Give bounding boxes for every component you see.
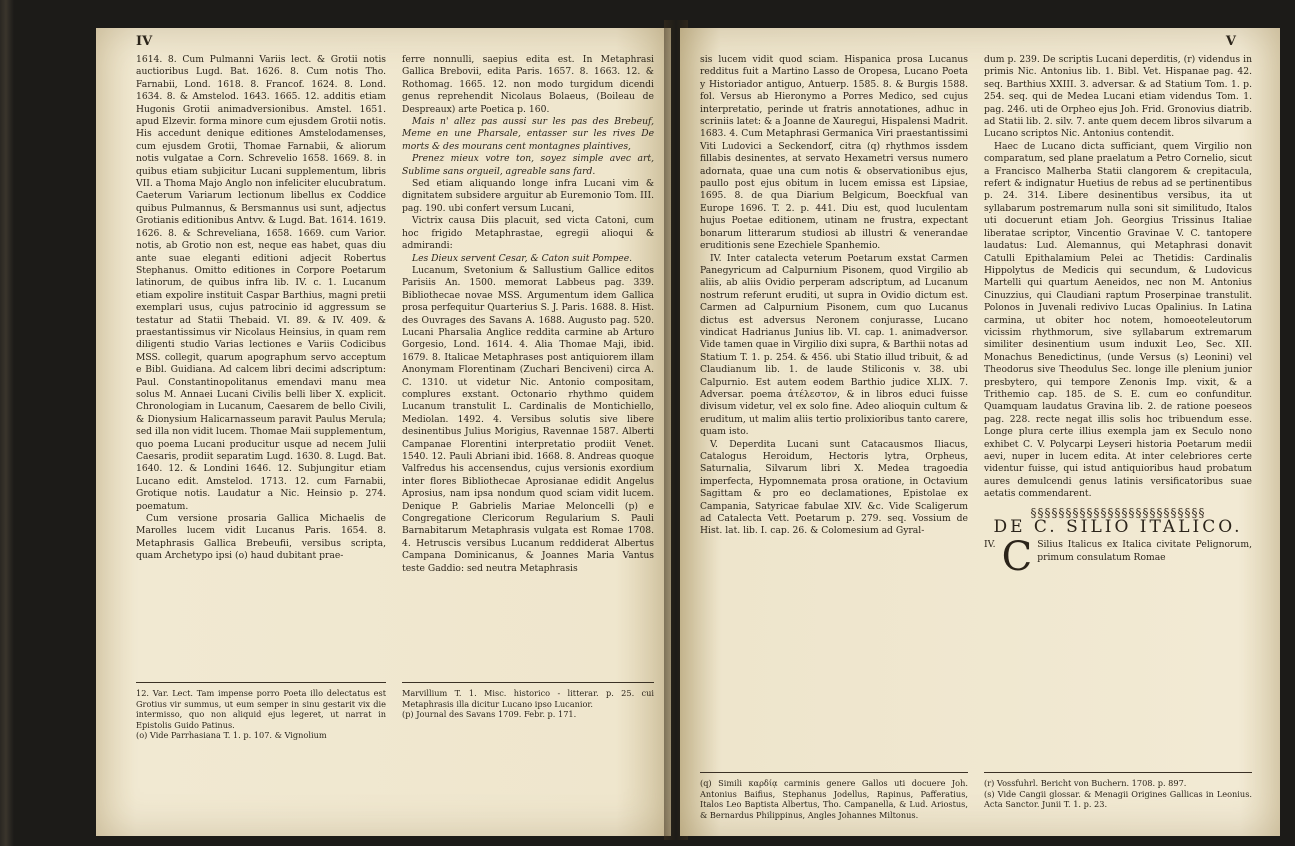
footnotes-right-1 — [700, 778, 968, 820]
footnote-rule — [402, 682, 654, 683]
paragraph: Sed etiam aliquando longe infra Lucani vim & dignitatem subsidere arguitur ab Euremonio Tom. III. pag. 190. ubi confert versum Lucani, — [402, 178, 654, 214]
footnote: 12. Var. Lect. Tam impense porro Poeta illo delectatus est Grotius vir summus, ut eum semper in sinu gestarit vix die intermisso, quo non aliquid ejus legeret, ut narrat in Epistolis Guido Patinus. — [136, 688, 386, 730]
drop-cap: C — [1001, 534, 1033, 581]
footnote: (o) Vide Parrhasiana T. 1. p. 107. & Vignolium — [136, 730, 327, 741]
footnote: Marvillium T. 1. Misc. historico - litterar. p. 25. cui Metaphrasis illa dicitur Lucano ipso Lucanior. — [402, 688, 654, 709]
paragraph: dum p. 239. De scriptis Lucani deperditis, (r) videndus in primis Nic. Antonius lib. 1. Bibl. Vet. Hispanae pag. 42. seq. Barthius XXIII. 3. adversar. & ad Statium Tom. 1. p. 254. seq. qui de Medea Lucani etiam videndus Tom. 1. pag. 246. uti de Orpheo ejus Joh. Frid. Gronovius diatrib. ad Statii lib. 2. silv. 7. ante quem decem libros silvarum a Lucano scriptos Nic. Antonius contendit. — [984, 54, 1252, 140]
footnote: (q) Simili καρδίᾳ carminis genere Gallos uti docuere Joh. Antonius Baifius, Stephanus Jodellus, Rapinus, Pafferatius, Italos Leo Baptista Albertus, Tho. Campanella, & Lud. Ariostus, & Bernardus Philippinus, Angles Johannes Miltonus. — [700, 778, 968, 820]
left-column-1 — [136, 54, 386, 563]
paragraph: IV. Inter catalecta veterum Poetarum exstat Carmen Panegyricum ad Calpurnium Pisonem, quod Virgilio ab aliis, ab aliis Ovidio perperam adscriptum, ad Lucanum nostrum referunt eruditi, ut supra in Ovidio dictum est. Carmen ad Calpurnium Pisonem, cum quo Lucanus dictus est adversus Neronem conjurasse, Lucano vindicat Hadrianus Junius lib. VI. cap. 1. animadversor. Vide tamen quae in Virgilio dixi supra, & Barthii notas ad Statium T. 1. p. 254. & 456. ubi Statio illud tribuit, & ad Claudianum lib. 1. de laude Stiliconis v. 38. ubi Calpurnio. Est autem eodem Barthio judice XLIX. 7. Adversar. poema ἀτέλεστον, & in libros educi fuisse divisum videtur, vel ex solo fine. Adeo alioquin cultum & eruditum, ut malim aliis tertio prolixioribus tanto carere, quam isto. — [700, 252, 968, 438]
footnote-rule — [136, 682, 386, 683]
section-opening — [984, 534, 1252, 581]
footnotes-right-2 — [984, 778, 1252, 810]
section-heading: DE C. SILIO ITALICO. — [993, 517, 1243, 538]
section-number: IV. — [984, 539, 996, 551]
verse-quote: Les Dieux servent Cesar, & Caton suit Pompee. — [412, 252, 633, 264]
paragraph: V. Deperdita Lucani sunt Catacausmos Iliacus, Catalogus Heroidum, Hectoris lytra, Orpheus, Saturnalia, Silvarum libri X. Medea tragoedia imperfecta, Hypomnemata prosa oratione, in Octavium Sagittam & pro eo declamationes, Epistolae ex Campania, Satyricae fabulae XIV. &c. Vide Scaligerum ad Catalecta Vett. Poetarum p. 279. seq. Vossium de Hist. lat. lib. I. cap. 26. & Colomesium ad Gyral- — [700, 438, 968, 537]
ornament-band: §§§§§§§§§§§§§§§§§§§§§§§§§ — [1030, 505, 1206, 520]
paragraph: Haec de Lucano dicta sufficiant, quem Virgilio non comparatum, sed plane praelatum a Petro Cornelio, sicut a Francisco Malherba Statii clangorem & crepitacula, refert & indignatur Huetius de rebus ad se pertinentibus p. 24. 314. Libere desinentibus versibus, ita ut syllabarum postremarum nulla soni sit similitudo, Italos uti docuerunt etiam Joh. Georgius Trissinus Italiae liberatae scriptor, Vincentio Gravinae V. C. tantopere laudatus: Lud. Alemannus, qui Metaphrasi donavit Catulli Epithalamium Pelei ac Thetidis: Cardinalis Hippolytus de Medicis qui secundum, & Ludovicus Martelli qui quartum Aeneidos, nec non M. Antonius Cinuzzius, qui Claudiani raptum Proserpinae transtulit. Polonos in Juvenali redivivo Lucas Opalinius. In Latina carmina, ut obiter hoc notem, homoeoteleutorum vicissim rhythmorum, sive syllabarum extremarum similiter desinentium usum induxit Leo, Sec. XII. Monachus Benedictinus, (unde Versus (s) Leonini) vel Theodorus sive Theodulus Sec. longe ille plenium junior presbytero, qui tempore Zenonis Imp. vixit, & a Trithemio cap. 185. de S. E. cum eo confunditur. Quamquam laudatus Gravina lib. 2. de ratione poeseos pag. 228. recte negat illis solis hoc tribuendum esse. Longe plura certe illius exempla jam ex Seculo nono exhibet C. V. Polycarpi Leyseri historia Poetarum medii aevi, nuper in lucem edita. At inter celebriores certe videntur fuisse, qui istud antiquioribus haud probatum aures demulcendi genus latinis versificatoribus suae aetatis commendarent. — [984, 140, 1252, 500]
section-text: Silius Italicus ex Italica civitate Pelignorum, primum consulatum Romae — [1037, 539, 1252, 563]
footnote: (r) Vossfuhrl. Bericht von Buchern. 1708. p. 897. — [984, 778, 1187, 788]
footnotes-left-2 — [402, 688, 654, 720]
left-page — [96, 28, 671, 836]
footnote: (s) Vide Cangii glossar. & Menagii Origines Gallicas in Leonius. Acta Sanctor. Junii T. 1. p. 23. — [984, 788, 1252, 810]
paragraph: Lucanum, Svetonium & Sallustium Gallice editos Parisiis An. 1500. memorat Labbeus pag. 339. Bibliothecae novae MSS. Argumentum idem Gallica prosa perfequitur Quarterius S. J. Paris. 1688. 8. Hist. des Ouvrages des Savans A. 1688. Augusto pag. 520. Lucani Pharsalia Anglice reddita carmine ab Arturo Gorgesio, Lond. 1614. 4. Alia Thomae Maji, ibid. 1679. 8. Italicae Metaphrases post antiquiorem illam Anonymam Florentinam (Zuchari Benciveni) circa A. C. 1310. ut videtur Nic. Antonio compositam, complures exstant. Octonario rhythmo quidem Lucanum transtulit L. Cardinalis de Montichiello, Mediolan. 1492. 4. Versibus solutis sive libere desinentibus Julius Morigius, Ravennae 1587. Alberti Campanae Florentini interpretatio prodiit Venet. 1540. 12. Pauli Abriani ibid. 1668. 8. Andreas quoque Valfredus his accensendus, cujus versionis exordium inter flores Bibliothecae Aprosianae edidit Angelus Aprosius, nam ipsa nondum quod sciam vidit lucem. Denique P. Gabrielis Mariae Meloncelli (p) e Congregatione Clericorum Regularium S. Pauli Barnabitarum Metaphrasis vulgata est Romae 1708. 4. Hetruscis versibus Lucanum reddiderat Albertus Campana Dominicanus, & Joannes Maria Vantus teste Gaddio: sed neutra Metaphrasis — [402, 264, 654, 574]
footnotes-left-1 — [136, 688, 386, 741]
footnote: (p) Journal des Savans 1709. Febr. p. 171. — [402, 709, 577, 720]
paragraph: ferre nonnulli, saepius edita est. In Metaphrasi Gallica Brebovii, edita Paris. 1657. 8. 1663. 12. & Rothomag. 1665. 12. non modo turgidum dicendi genus reprehendit Nicolaus Bolaeus, (Boileau de Despreaux) arte Poetica p. 160. — [402, 54, 654, 115]
page-number-left: IV — [136, 34, 153, 49]
right-page — [680, 28, 1280, 836]
paragraph: 1614. 8. Cum Pulmanni Variis lect. & Grotii notis auctioribus Lugd. Bat. 1626. 8. Cum notis Tho. Farnabii, Lond. 1618. 8. Francof. 1624. 8. Lond. 1634. 8. & Amstelod. 1643. 1665. 12. additis etiam Hugonis Grotii animadversionibus. Amstel. 1651. apud Elzevir. forma minore cum ejusdem Grotii notis. His accedunt denique editiones Amstelodamenses, cum ejusdem Grotii, Thomae Farnabii, & aliorum notis vulgatae a Corn. Schrevelio 1658. 1669. 8. in quibus etiam subjicitur Lucani supplementum, libris VII. a Thoma Majo Anglo non infeliciter elucubratum. Caeterum Variarum lectionum libellus ex Coddice quibus Pulmannus, & Bersmannus usi sunt, adjectus Grotianis editionibus Antvv. & Lugd. Bat. 1614. 1619. 1626. 8. & Schreveliana, 1658. 1669. cum Varior. notis, ab Grotio non est, neque eas habet, quas diu ante suae eleganti editioni adjecit Robertus Stephanus. Omitto editiones in Corpore Poetarum latinorum, de quibus infra lib. IV. c. 1. Lucanum etiam expolire instituit Caspar Barthius, magni pretii exemplari usus, cujus patrocinio id aggressum se testatur ad Statii Thebaid. VI. 89. & IV. 409. & praestantissimus vir Nicolaus Heinsius, in quam rem diligenti studio Varias lectiones e Variis Codicibus MSS. collegit, quarum apographum servo acceptum e Bibl. Guidiana. Ad calcem libri decimi adscriptum: Paul. Constantinopolitanus emendavi manu mea solus M. Annaei Lucani Civilis belli liber X. explicit. Chronologiam in Lucanum, Caesarem de bello Civili, & Dionysium Halicarnasseum paravit Paulus Merula; sed illa non vidit lucem. Thomae Maii supplementum, quo poema Lucani producitur usque ad necem Julii Caesaris, prodiit separatim Lugd. 1630. 8. Lugd. Bat. 1640. 12. & Londini 1646. 12. Subjungitur etiam Lucano edit. Amstelod. 1713. 12. cum Farnabii, Grotique notis. Laudatur a Nic. Heinsio p. 274. poematum. — [136, 54, 386, 512]
left-column-2 — [402, 54, 654, 575]
verse-quote: Prenez mieux votre ton, soyez simple avec art, Sublime sans orgueil, agreable sans fard. — [402, 153, 654, 177]
footnote-rule — [984, 772, 1252, 773]
footnote-rule — [700, 772, 968, 773]
page-number-right: V — [1225, 34, 1236, 49]
verse-quote: Mais n' allez pas aussi sur les pas des Brebeuf, Meme en une Pharsale, entasser sur les rives De morts & des mourans cent montagnes plaintives, — [402, 116, 654, 152]
paragraph: Victrix causa Diis placuit, sed victa Catoni, cum hoc frigido Metaphrastae, egregii alioqui & admirandi: — [402, 215, 654, 252]
right-column-1 — [700, 54, 968, 538]
paragraph: Cum versione prosaria Gallica Michaelis de Marolles lucem vidit Lucanus Paris. 1654. 8. Metaphrasis Gallica Brebeufii, versibus scripta, quam Archetypo ipsi (o) haud dubitant prae- — [136, 513, 386, 562]
right-column-2 — [984, 54, 1252, 581]
paragraph: sis lucem vidit quod sciam. Hispanica prosa Lucanus redditus fuit a Martino Lasso de Oropesa, Lucano Poeta y Historiador antiguo, Antuerp. 1585. 8. & Burgis 1588. fol. Versus ab Hieronymo a Porres Medico, sed cujus interpretatio, perinde ut fratris annotationes, adhuc in scriniis latet: & a Joanne de Xauregui, Hispalensi Madrit. 1683. 4. Cum Metaphrasi Germanica Viri praestantissimi Viti Ludovici a Seckendorf, citra (q) rhythmos issdem fillabis desinentes, at servato Hexametri versus numero adornata, quae una cum notis & observationibus ejus, paullo post ejus obitum in lucem emissa est Lipsiae, 1695. 8. de qua Diarium Belgicum, Boeckfual van Europe 1696. T. 2. p. 441. Diu est, quod luculentam hujus Poetae editionem, utinam ne frustra, expectant bonarum litterarum studiosi ab illustri & venerandae eruditionis sene Ezechiele Spanhemio. — [700, 54, 968, 252]
